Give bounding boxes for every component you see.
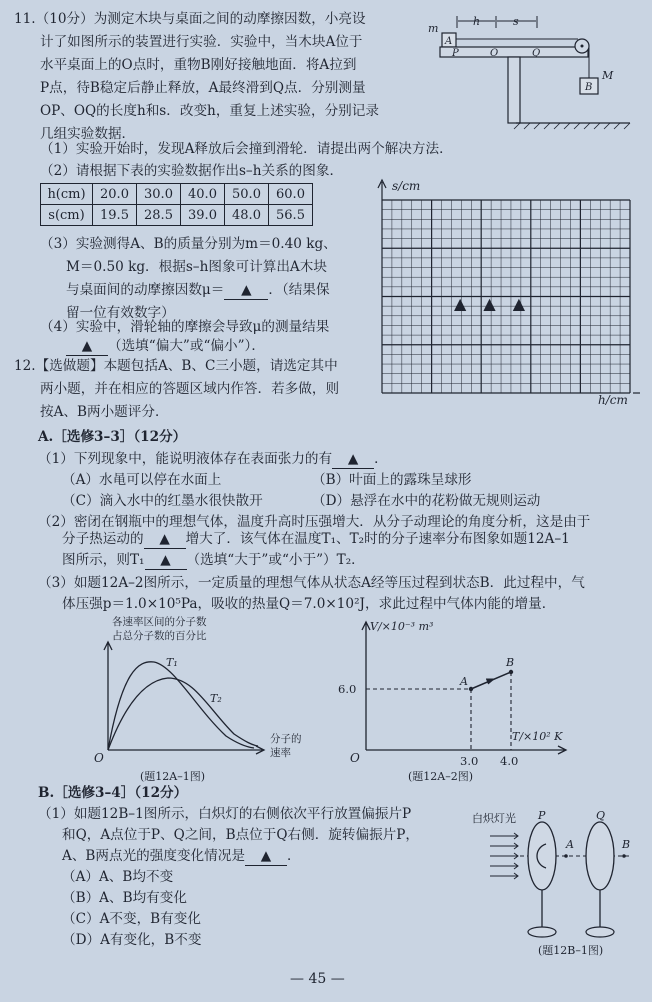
grid-y-label: s/cm [392,179,421,193]
table-cell: 48.0 [225,205,269,226]
section-a-title: A.［选修3–3］（12分） [38,429,187,445]
point-a [564,854,568,858]
q11-part3-line-1: （3）实验测得A、B的质量分别为m＝0.40 kg、 [40,236,337,252]
label-m: m [428,22,439,35]
graph-grid-figure [372,174,644,410]
section-b-p1-line-1: （1）如题12B–1图所示，白炽灯的右侧依次平行放置偏振片P [38,806,412,822]
q11-part3-text: 与桌面间的动摩擦因数μ＝ [66,282,225,298]
label-o: O [490,48,499,59]
fig2-x-tick-1: 3.0 [460,754,479,768]
fig1-origin: O [94,751,104,765]
ground-hatch [514,123,630,129]
table-cell: 60.0 [269,184,313,205]
label-h: h [473,15,481,28]
fig2-origin: O [350,751,360,765]
q11-part1: （1）实验开始时，发现A释放后会撞到滑轮．请提出两个解决方法． [40,141,453,157]
fig1-t1-label: T₁ [166,656,178,669]
apparatus-figure [420,6,645,136]
q11-part2: （2）请根据下表的实验数据作出s–h关系的图象． [40,163,344,179]
figure-12b-1 [460,808,640,958]
q11-line-4: P点，待B稳定后静止释放，A最终滑到Q点．分别测量 [40,80,366,96]
table-row-h [41,184,313,205]
section-b-p1-line-2: 和Q，A点位于P、Q之间，B点位于Q右侧．旋转偏振片P， [62,827,420,843]
section-b-option-b: （B）A、B均有变化 [62,890,187,906]
figure-12a-2 [336,612,636,782]
option-d: （D）悬浮在水中的花粉做无规则运动 [312,493,541,509]
light-rays [490,833,518,879]
label-big-m: M [602,69,614,82]
fig2-label-a: A [460,675,468,688]
fig1-ylabel-2: 占总分子数的百分比 [112,630,207,642]
option-b: （B）叶面上的露珠呈球形 [312,472,472,488]
page-number: — 45 — [290,971,345,987]
base-p [528,927,556,937]
q11-part4-line-2 [66,337,265,356]
section-a-p1 [38,450,388,469]
period: ． [286,848,301,864]
section-b-p1-line-3 [62,847,301,866]
figure-12a-1 [86,612,326,782]
answer-blank[interactable]: ▲ [224,281,268,300]
table-cell: 19.5 [93,205,137,226]
q11-line-3: 水平桌面上的O点时，重物B刚好接触地面．将A拉到 [40,57,357,73]
pulley-axle [581,45,584,48]
section-b-title: B.［选修3–4］（12分） [38,785,188,801]
label-q: Q [532,48,541,59]
answer-blank[interactable]: ▲ [144,530,186,549]
q12-line-1: 12.【选做题】本题包括A、B、C三小题，请选定其中 [14,358,338,374]
fig2-xlabel: T/×10² K [512,730,563,743]
answer-marker-triangles: ▲ ▲ ▲ [454,294,532,313]
fig3-label-p: P [538,809,546,822]
section-a-p3-line-1: （3）如题12A–2图所示，一定质量的理想气体从状态A经等压过程到状态B．此过程中，气 [38,575,585,591]
period: ． [374,451,388,467]
section-b-option-a: （A）A、B均不变 [62,869,174,885]
table-cell: 40.0 [181,184,225,205]
section-a-p2-text-4: （选填“大于”或“小于”）T₂． [186,552,365,568]
section-b-option-d: （D）A有变化，B不变 [62,932,202,948]
section-a-p2-line-1: （2）密闭在钢瓶中的理想气体，温度升高时压强增大．从分子动理论的角度分析，这是由于 [38,514,591,530]
option-c: （C）滴入水中的红墨水很快散开 [62,493,263,509]
fig3-label-a: A [566,838,574,851]
data-table [40,183,313,226]
table-cell: 56.5 [269,205,313,226]
table-cell: 50.0 [225,184,269,205]
fig1-t2-label: T₂ [210,692,222,705]
fig2-point-a [469,687,473,691]
q11-line-5: OP、OQ的长度h和s．改变h，重复上述实验，分别记录 [40,103,379,119]
q11-part4-text: （选填“偏大”或“偏小”）． [108,338,265,354]
label-s: s [513,15,519,28]
q11-part3-line-4: 留一位有效数字） [66,305,175,321]
table-cell: 28.5 [137,205,181,226]
fig2-caption: (题12A–2图) [408,770,474,782]
q11-line-2: 计了如图所示的装置进行实验．实验中，当木块A位于 [40,34,363,50]
section-a-p2-text-2: 增大了．该气体在温度T₁、T₂时的分子速率分布图象如题12A–1 [185,531,570,547]
table-cell: 39.0 [181,205,225,226]
label-a: A [445,36,453,47]
fig2-ylabel: V/×10⁻³ m³ [370,620,434,633]
fig2-process-arrow [486,679,494,684]
q11-part3-text-end: ．（结果保 [268,282,330,298]
answer-blank[interactable]: ▲ [145,551,187,570]
q11-line-1: 11.（10分）为测定木块与桌面之间的动摩擦因数，小亮设 [14,11,366,27]
section-b-option-c: （C）A不变，B有变化 [62,911,201,927]
table-top [440,47,588,57]
base-q [586,927,614,937]
fig3-caption: (题12B–1图) [538,944,604,957]
section-a-p2-line-3 [62,551,365,570]
section-b-p1-text: A、B两点光的强度变化情况是 [62,848,245,864]
option-a: （A）水黾可以停在水面上 [62,472,222,488]
section-a-p1-text: （1）下列现象中，能说明液体存在表面张力的有 [38,451,333,467]
curve-t2 [108,678,258,750]
section-a-p3-line-2: 体压强p＝1.0×10⁵Pa，吸收的热量Q＝7.0×10²J，求此过程中气体内能的增量． [62,596,556,612]
section-a-p2-text-3: 图所示，则T₁ [62,552,145,568]
q12-line-3: 按A、B两小题评分． [40,404,169,420]
q12-line-2: 两小题，并在相应的答题区域内作答．若多做，则 [40,381,340,397]
table-row-s [41,205,313,226]
table-cell: 30.0 [137,184,181,205]
fig1-xlabel-1: 分子的 [270,733,302,745]
fig2-point-b [509,670,513,674]
q11-part4-line-1: （4）实验中，滑轮轴的摩擦会导致μ的测量结果 [40,319,330,335]
q11-part3-line-2: M＝0.50 kg．根据s–h图象可计算出A木块 [66,259,327,275]
table-header-h: h(cm) [41,184,93,205]
fig1-xlabel-2: 速率 [270,747,291,759]
answer-blank[interactable]: ▲ [66,337,108,356]
fig1-caption: (题12A–1图) [140,770,206,782]
label-p: P [452,48,459,59]
fig3-lamp-label: 白炽灯光 [472,812,516,825]
fig2-label-b: B [506,656,515,669]
q11-line-6: 几组实验数据． [40,126,136,142]
answer-blank[interactable]: ▲ [245,847,287,866]
section-a-p2-line-2 [62,530,570,549]
polarizer-p [528,822,556,890]
fig2-x-tick-2: 4.0 [500,754,519,768]
fig1-ylabel-1: 各速率区间的分子数 [112,616,207,628]
polarizer-q [586,822,614,890]
label-b: B [585,82,593,93]
table-leg [508,57,520,123]
fig3-label-b: B [622,838,631,851]
grid-x-label: h/cm [598,393,628,407]
table-header-s: s(cm) [41,205,93,226]
q11-part3-line-3 [66,281,330,300]
fig3-label-q: Q [596,809,606,822]
table-cell: 20.0 [93,184,137,205]
answer-blank[interactable]: ▲ [332,450,374,469]
point-b [622,854,626,858]
section-a-p2-text: 分子热运动的 [62,531,144,547]
fig2-y-tick: 6.0 [338,682,357,696]
